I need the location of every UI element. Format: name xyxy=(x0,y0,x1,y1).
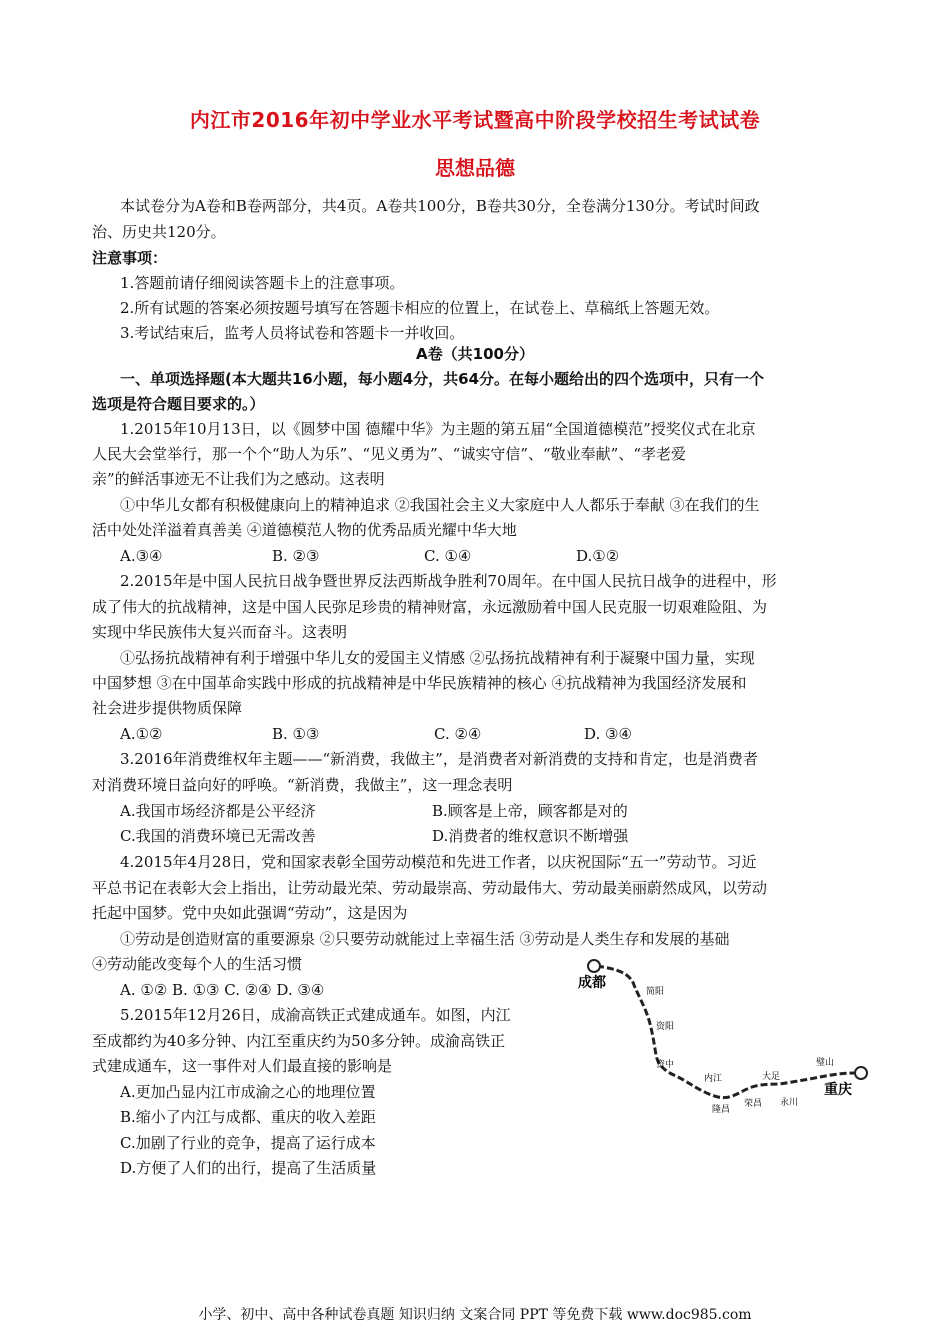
station-label: 隆昌 xyxy=(712,1105,731,1115)
question-4-stem: 平总书记在表彰大会上指出，让劳动最光荣、劳动最崇高、劳动最伟大、劳动最美丽蔚然成风，以劳动 xyxy=(92,879,768,897)
question-3-stem: 对消费环境日益向好的呼唤。“新消费，我做主”，这一理念表明 xyxy=(92,776,513,794)
part-heading: 选项是符合题目要求的。） xyxy=(92,395,265,413)
question-5-option-c: C.加剧了行业的竞争，提高了运行成本 xyxy=(120,1134,376,1152)
station-label: 简阳 xyxy=(646,987,665,997)
question-1-stem: 人民大会堂举行，那一个个“助人为乐”、“见义勇为”、“诚实守信”、“敬业奉献”、“孝老爱 xyxy=(92,445,687,463)
question-2-option-d: D. ③④ xyxy=(584,725,632,743)
question-3-option-d: D.消费者的维权意识不断增强 xyxy=(432,827,629,845)
question-2-statements: 中国梦想 ③在中国革命实践中形成的抗战精神是中华民族精神的核心 ④抗战精神为我国经济发展和 xyxy=(92,674,747,692)
note-item: 2.所有试题的答案必须按题号填写在答题卡相应的位置上，在试卷上、草稿纸上答题无效。 xyxy=(120,299,720,317)
question-1-statements: ①中华儿女都有积极健康向上的精神追求 ②我国社会主义大家庭中人人都乐于奉献 ③在我们的生 xyxy=(120,496,760,514)
question-2-statements: 社会进步提供物质保障 xyxy=(92,699,243,717)
question-1-statements: 活中处处洋溢着真善美 ④道德模范人物的优秀品质光耀中华大地 xyxy=(92,521,517,539)
end-station-marker xyxy=(855,1067,867,1079)
station-label: 璧山 xyxy=(816,1058,835,1068)
station-label: 永川 xyxy=(780,1098,799,1108)
question-4-stem: 4.2015年4月28日，党和国家表彰全国劳动模范和先进工作者，以庆祝国际“五一”劳动节。习近 xyxy=(120,853,757,871)
question-2-option-a: A.①② xyxy=(120,725,163,743)
question-2-stem: 2.2015年是中国人民抗日战争暨世界反法西斯战争胜利70周年。在中国人民抗日战争的进程中，形 xyxy=(120,572,777,590)
question-4-stem: 托起中国梦。党中央如此强调“劳动”，这是因为 xyxy=(92,904,408,922)
question-1-option-d: D.①② xyxy=(576,547,620,565)
start-station-marker xyxy=(588,960,600,972)
station-label: 内江 xyxy=(704,1074,723,1084)
question-3-option-c: C.我国的消费环境已无需改善 xyxy=(120,827,316,845)
station-label: 荣昌 xyxy=(744,1099,763,1109)
part-heading: 一、单项选择题(本大题共16小题，每小题4分，共64分。在每小题给出的四个选项中，只有一个 xyxy=(120,370,765,388)
question-1-option-c: C. ①④ xyxy=(424,547,472,565)
question-5-stem: 至成都约为40多分钟、内江至重庆约为50多分钟。成渝高铁正 xyxy=(92,1032,506,1050)
question-1-stem: 亲”的鲜活事迹无不让我们为之感动。这表明 xyxy=(92,470,385,488)
question-3-stem: 3.2016年消费维权年主题——“新消费，我做主”，是消费者对新消费的支持和肯定，也是消费者 xyxy=(120,750,758,768)
question-2-option-b: B. ①③ xyxy=(272,725,320,743)
intro-line: 本试卷分为A卷和B卷两部分，共4页。A卷共100分，B卷共30分，全卷满分130分。考试时间政 xyxy=(120,197,760,215)
station-label: 大足 xyxy=(762,1072,781,1082)
question-5-option-a: A.更加凸显内江市成渝之心的地理位置 xyxy=(120,1083,376,1101)
station-label: 资中 xyxy=(656,1060,675,1070)
question-1-option-b: B. ②③ xyxy=(272,547,320,565)
notes-heading: 注意事项： xyxy=(92,249,168,267)
question-3-option-a: A.我国市场经济都是公平经济 xyxy=(120,802,316,820)
question-2-statements: ①弘扬抗战精神有利于增强中华儿女的爱国主义情感 ②弘扬抗战精神有利于凝聚中国力量，实现 xyxy=(120,649,755,667)
end-city-label: 重庆 xyxy=(824,1082,852,1098)
note-item: 1.答题前请仔细阅读答题卡上的注意事项。 xyxy=(120,274,405,292)
start-city-label: 成都 xyxy=(578,975,606,991)
question-2-stem: 成了伟大的抗战精神，这是中国人民弥足珍贵的精神财富，永远激励着中国人民克服一切艰难险阻、为 xyxy=(92,598,768,616)
question-5-option-d: D.方便了人们的出行，提高了生活质量 xyxy=(120,1159,377,1177)
question-4-statements: ④劳动能改变每个人的生活习惯 xyxy=(92,955,303,973)
question-1-stem: 1.2015年10月13日，以《圆梦中国 德耀中华》为主题的第五届“全国道德模范”授奖仪式在北京 xyxy=(120,420,756,438)
intro-line: 治、历史共120分。 xyxy=(92,223,226,241)
question-2-stem: 实现中华民族伟大复兴而奋斗。这表明 xyxy=(92,623,348,641)
question-3-option-b: B.顾客是上帝，顾客都是对的 xyxy=(432,802,628,820)
question-4-statements: ①劳动是创造财富的重要源泉 ②只要劳动就能过上幸福生活 ③劳动是人类生存和发展的基础 xyxy=(120,930,730,948)
page-footer: 小学、初中、高中各种试卷真题 知识归纳 文案合同 PPT 等免费下载 www.doc985.com xyxy=(198,1307,752,1323)
question-5-option-b: B.缩小了内江与成都、重庆的收入差距 xyxy=(120,1108,376,1126)
section-a-heading: A卷（共100分） xyxy=(416,345,534,363)
station-label: 资阳 xyxy=(656,1022,675,1032)
question-2-option-c: C. ②④ xyxy=(434,725,482,743)
note-item: 3.考试结束后，监考人员将试卷和答题卡一并收回。 xyxy=(120,324,465,342)
question-5-stem: 式建成通车，这一事件对人们最直接的影响是 xyxy=(92,1057,393,1075)
rail-line xyxy=(597,966,856,1098)
subject-title: 思想品德 xyxy=(435,156,515,180)
exam-title: 内江市2016年初中学业水平考试暨高中阶段学校招生考试试卷 xyxy=(189,108,761,132)
question-4-options: A. ①② B. ①③ C. ②④ D. ③④ xyxy=(120,981,325,999)
question-1-option-a: A.③④ xyxy=(120,547,163,565)
rail-route-map xyxy=(572,955,872,1115)
question-5-stem: 5.2015年12月26日，成渝高铁正式建成通车。如图，内江 xyxy=(120,1006,511,1024)
